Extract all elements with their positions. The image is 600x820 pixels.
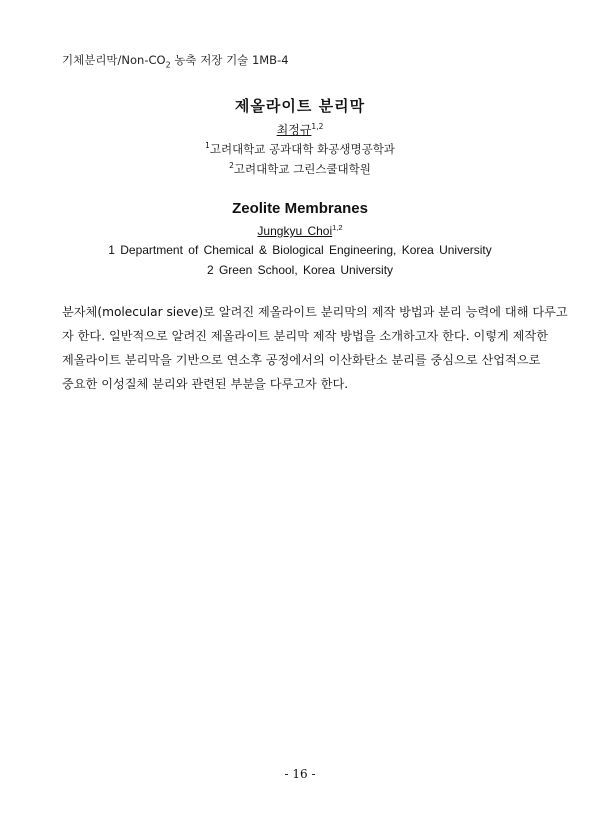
- korean-affil1-sup: 1: [205, 141, 210, 151]
- running-header: [62, 52, 289, 69]
- korean-affil1-text: 고려대학교 공과대학 화공생명공학과: [209, 142, 395, 156]
- header-subscript: 2: [165, 60, 171, 70]
- abstract-line: 자 한다. 일반적으로 알려진 제올라이트 분리막 제작 방법을 소개하고자 한다. 이렇게 제작한: [62, 329, 548, 343]
- korean-affiliation-2: [0, 161, 600, 177]
- korean-title: 제올라이트 분리막: [234, 97, 366, 115]
- english-author: [0, 223, 600, 238]
- english-affiliation-1: 1 Department of Chemical & Biological Engineering, Korea University: [108, 243, 492, 257]
- korean-affil2-text: 고려대학교 그린스쿨대학원: [233, 162, 371, 176]
- abstract-line: 분자체(molecular sieve)로 알려진 제올라이트 분리막의 제작 방법과 분리 능력에 대해 다루고: [62, 305, 568, 319]
- page-number: - 16 -: [284, 767, 316, 781]
- english-author-sup: 1,2: [332, 223, 343, 232]
- korean-affil2-sup: 2: [229, 161, 234, 171]
- korean-author: [0, 121, 600, 138]
- korean-author-sup: 1,2: [311, 122, 324, 131]
- header-suffix: 농축 저장 기술 1MB-4: [170, 53, 289, 67]
- abstract-paragraph: [62, 300, 568, 396]
- abstract-line: 중요한 이성질체 분리와 관련된 부분을 다루고자 한다.: [62, 377, 349, 391]
- korean-affiliation-1: [0, 141, 600, 157]
- header-prefix: 기체분리막/Non-CO: [62, 53, 166, 67]
- english-affiliation-2: 2 Green School, Korea University: [206, 263, 394, 277]
- korean-author-name: 최정규: [276, 123, 312, 137]
- english-title: Zeolite Membranes: [232, 200, 368, 217]
- abstract-line: 제올라이트 분리막을 기반으로 연소후 공정에서의 이산화탄소 분리를 중심으로 산업적으로: [62, 353, 541, 367]
- english-author-name: Jungkyu Choi: [257, 224, 333, 238]
